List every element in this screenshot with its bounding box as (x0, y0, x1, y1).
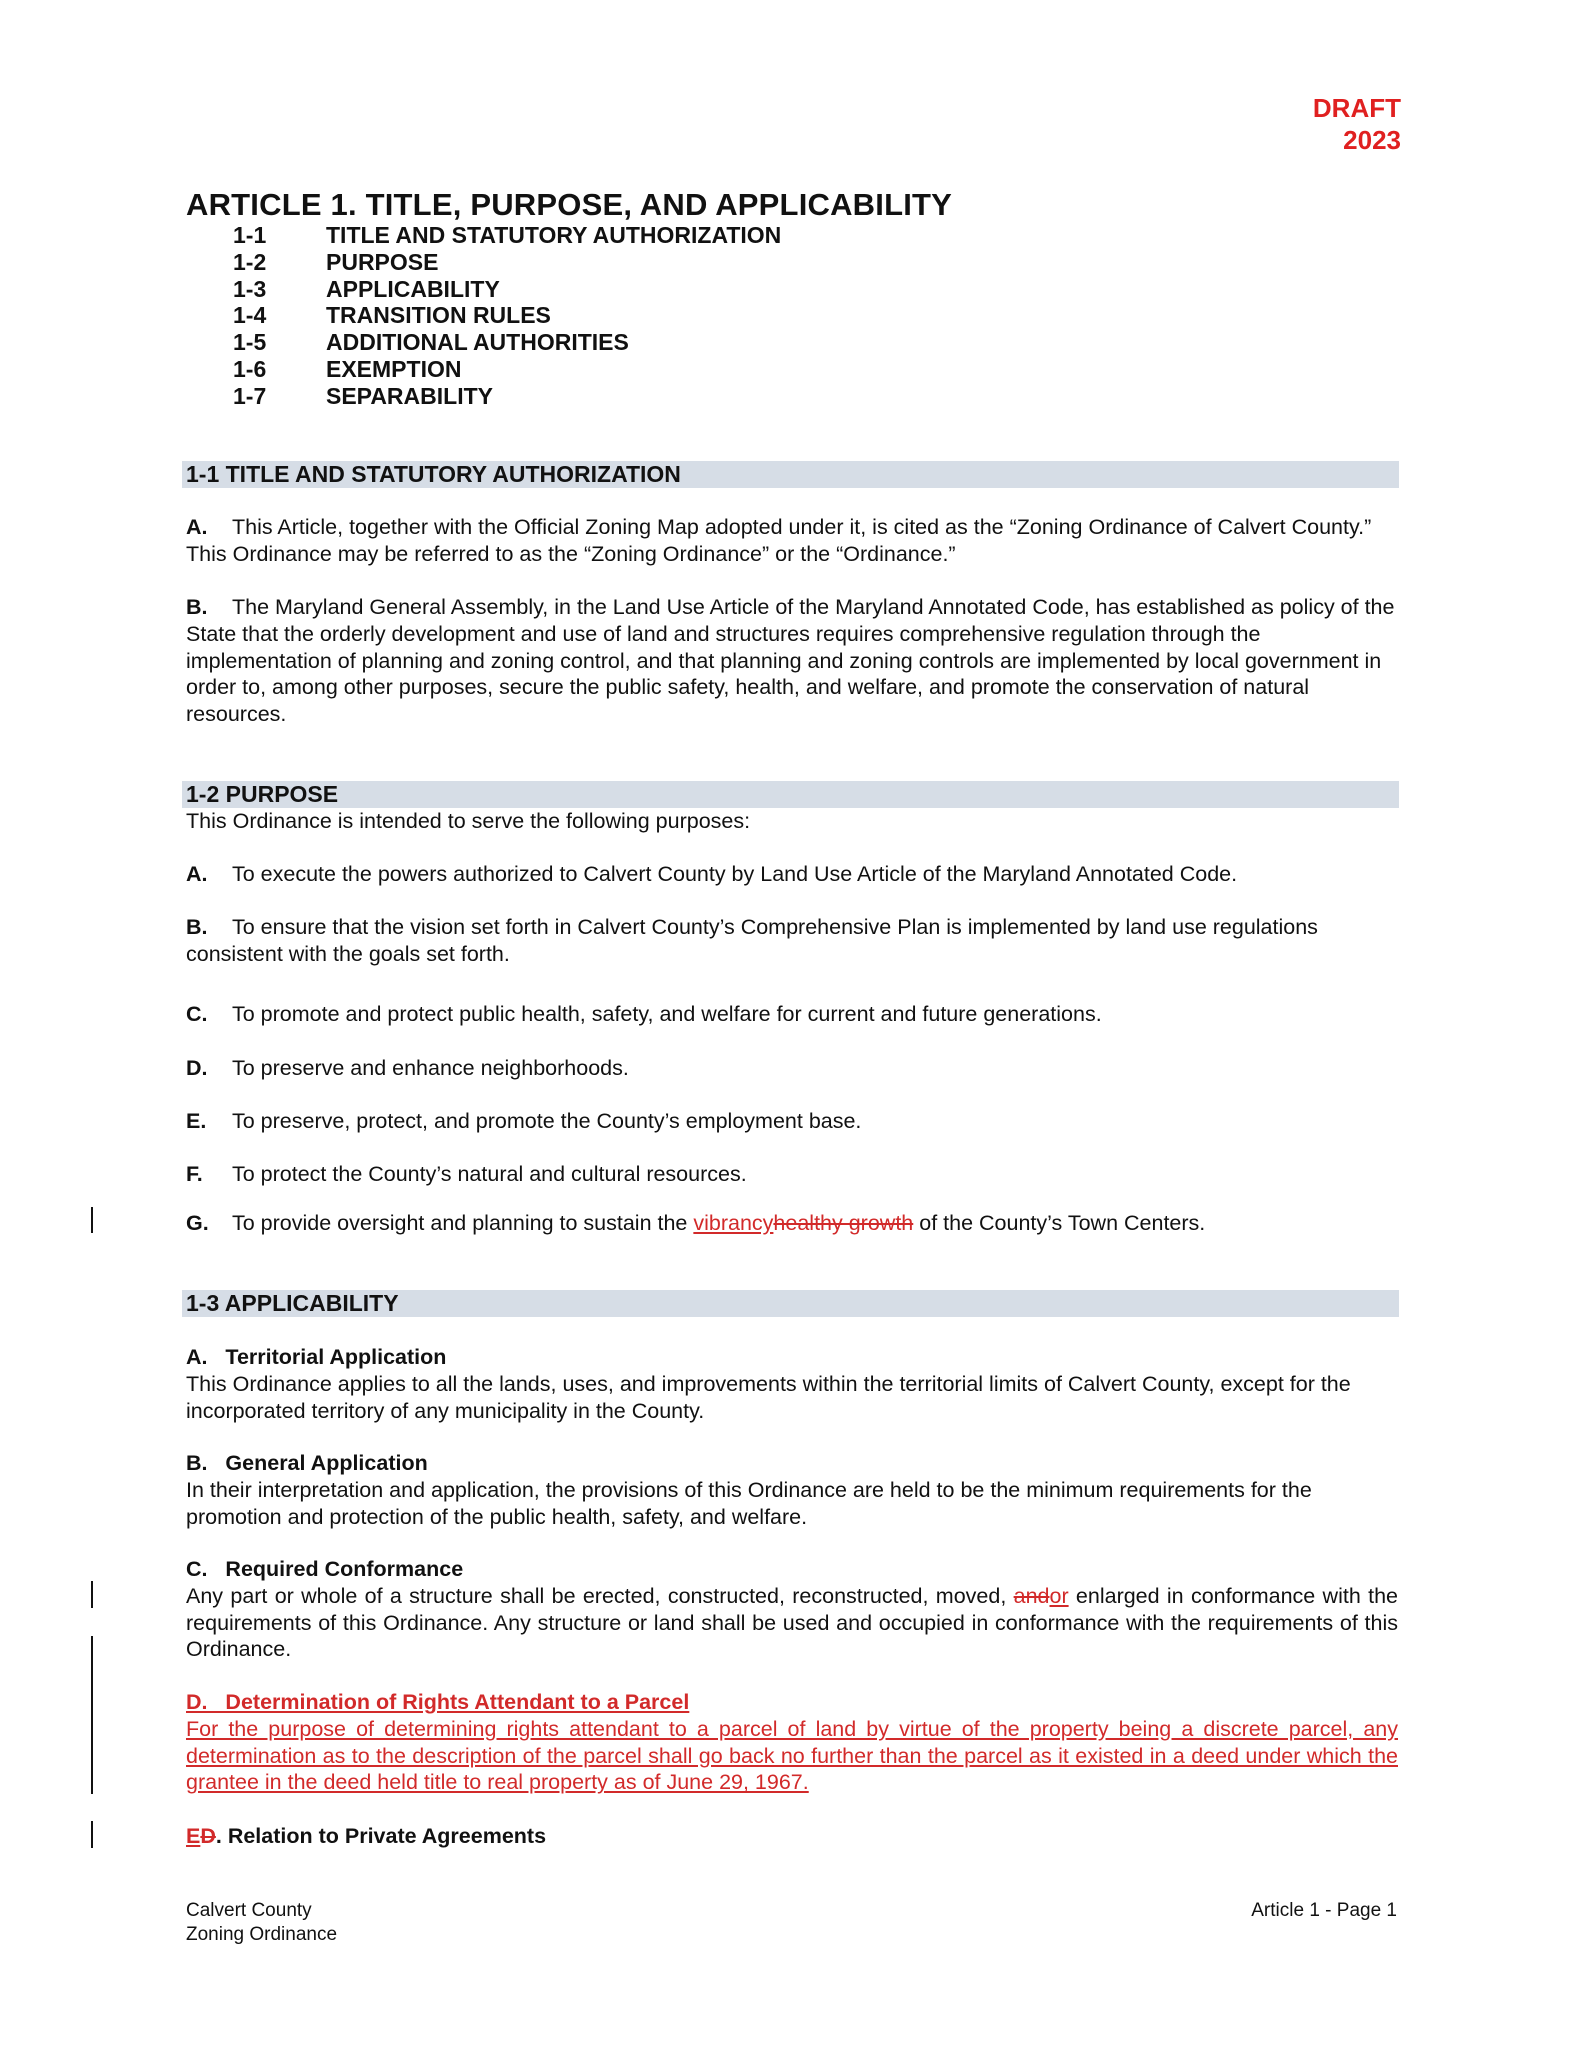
inserted-text: E (186, 1824, 201, 1848)
toc-item (233, 383, 781, 410)
section-heading-1-3: 1-3 APPLICABILITY (182, 1290, 1399, 1317)
purpose-item (186, 1001, 1398, 1028)
purpose-item (186, 1055, 1398, 1082)
draft-year: 2023 (1343, 125, 1401, 155)
purpose-item (186, 914, 1398, 968)
toc-title: TITLE AND STATUTORY AUTHORIZATION (326, 222, 782, 248)
toc-number: 1-2 (233, 248, 267, 275)
item-letter: F. (186, 1162, 203, 1186)
subsection-title: D. Determination of Rights Attendant to a Parcel (186, 1690, 690, 1714)
item-letter: D. (186, 1056, 208, 1080)
change-bar (91, 1821, 93, 1848)
purpose-item-g (186, 1210, 1398, 1237)
purpose-item (186, 861, 1398, 888)
subsection-text: Any part or whole of a structure shall be erected, constructed, reconstructed, moved, (186, 1583, 1014, 1608)
applicability-e (186, 1823, 1398, 1850)
item-letter: A. (186, 862, 208, 886)
draft-stamp (1313, 92, 1401, 156)
deleted-text: and (1013, 1583, 1050, 1608)
item-letter: G. (186, 1211, 209, 1235)
footer-page-number: Article 1 - Page 1 (1251, 1900, 1397, 1921)
item-text: The Maryland General Assembly, in the Land Use Article of the Maryland Annotated Code, has established as policy of the State that the orderly development and use of land and structures requires comprehensive regulation through the implementation of planning and zoning control, and that planning and zoning controls are implemented by local government in order to, among other purposes, secure the public safety, health, and welfare, and promote the conservation of natural resources. (186, 595, 1395, 727)
toc-number: 1-1 (233, 222, 267, 248)
section-heading-1-1: 1-1 TITLE AND STATUTORY AUTHORIZATION (182, 461, 1399, 488)
subsection-text: In their interpretation and application, the provisions of this Ordinance are held to be the minimum requirements for the promotion and protection of the public health, safety, and welfare. (186, 1477, 1312, 1529)
item-letter: E. (186, 1109, 207, 1133)
change-bar (91, 1207, 93, 1233)
applicability-c (186, 1556, 1398, 1663)
subsection-title: . Relation to Private Agreements (215, 1824, 547, 1848)
toc-title: EXEMPTION (326, 355, 462, 382)
paragraph-1-1-a (186, 514, 1398, 568)
deleted-text: D (200, 1824, 216, 1848)
toc-item (233, 329, 781, 356)
toc-title: TRANSITION RULES (326, 302, 551, 329)
article-title: ARTICLE 1. TITLE, PURPOSE, AND APPLICABILITY (186, 187, 953, 222)
item-letter: B. (186, 595, 208, 619)
change-bar (91, 1636, 93, 1794)
toc-title: PURPOSE (326, 248, 439, 275)
subsection-text-end: enlarged in conformance with the requirements of this Ordinance. Any structure or land shall be used and occupied in conformance with the requirements of this Ordinance. (186, 1583, 1398, 1662)
footer-left (186, 1899, 337, 1947)
toc-number: 1-7 (233, 382, 267, 409)
item-text: To ensure that the vision set forth in Calvert County’s Comprehensive Plan is implemented by land use regulations consistent with the goals set forth. (186, 915, 1318, 966)
toc-number: 1-4 (233, 302, 267, 329)
subsection-title: A. Territorial Application (186, 1345, 447, 1369)
toc-number: 1-5 (233, 329, 267, 356)
applicability-d-inserted (186, 1689, 1398, 1796)
item-letter: C. (186, 1002, 208, 1026)
footer-county: Calvert County (186, 1900, 312, 1921)
item-text: To preserve, protect, and promote the County’s employment base. (232, 1109, 862, 1133)
toc-title: SEPARABILITY (326, 382, 493, 409)
applicability-a (186, 1344, 1398, 1424)
item-text: This Article, together with the Official Zoning Map adopted under it, is cited as the “Zoning Ordinance of Calvert County.” This Ordinance may be referred to as the “Zoning Ordinance” or the “Ordinance.” (186, 515, 1372, 566)
item-text: To protect the County’s natural and cultural resources. (232, 1162, 747, 1186)
subsection-text: This Ordinance applies to all the lands, uses, and improvements within the territorial limits of Calvert County, except for the incorporated territory of any municipality in the County. (186, 1371, 1351, 1423)
item-text: To promote and protect public health, safety, and welfare for current and future generations. (232, 1002, 1102, 1026)
applicability-b (186, 1450, 1398, 1530)
subsection-title: B. General Application (186, 1451, 428, 1475)
toc-number: 1-3 (233, 275, 267, 302)
purpose-item (186, 1108, 1398, 1135)
purpose-item (186, 1161, 1398, 1188)
inserted-text: vibrancy (693, 1211, 774, 1235)
item-letter: A. (186, 515, 208, 539)
toc-item (233, 276, 781, 303)
purpose-intro: This Ordinance is intended to serve the following purposes: (186, 809, 751, 833)
draft-label: DRAFT (1312, 93, 1401, 123)
toc-number: 1-6 (233, 355, 267, 382)
toc-item (233, 302, 781, 329)
subsection-title: C. Required Conformance (186, 1557, 464, 1581)
inserted-text: or (1049, 1583, 1069, 1608)
table-of-contents (233, 222, 781, 410)
section-heading-1-2: 1-2 PURPOSE (182, 781, 1399, 808)
footer-document: Zoning Ordinance (186, 1924, 338, 1945)
toc-title: APPLICABILITY (326, 275, 500, 302)
paragraph-1-1-b (186, 594, 1398, 728)
item-text-end: of the County’s Town Centers. (913, 1211, 1206, 1235)
toc-item (233, 356, 781, 383)
item-text: To provide oversight and planning to sustain the (232, 1211, 694, 1235)
subsection-text: For the purpose of determining rights attendant to a parcel of land by virtue of the property being a discrete parcel, any determination as to the description of the parcel shall go back no further than the parcel as it existed in a deed under which the grantee in the deed held title to real property as of June 29, 1967. (186, 1716, 1398, 1795)
toc-item (233, 222, 781, 249)
change-bar (91, 1581, 93, 1608)
toc-title: ADDITIONAL AUTHORITIES (326, 329, 629, 356)
item-text: To execute the powers authorized to Calvert County by Land Use Article of the Maryland Annotated Code. (232, 862, 1238, 886)
item-text: To preserve and enhance neighborhoods. (232, 1056, 629, 1080)
toc-item (233, 249, 781, 276)
item-letter: B. (186, 915, 208, 939)
deleted-text: healthy growth (773, 1211, 914, 1235)
